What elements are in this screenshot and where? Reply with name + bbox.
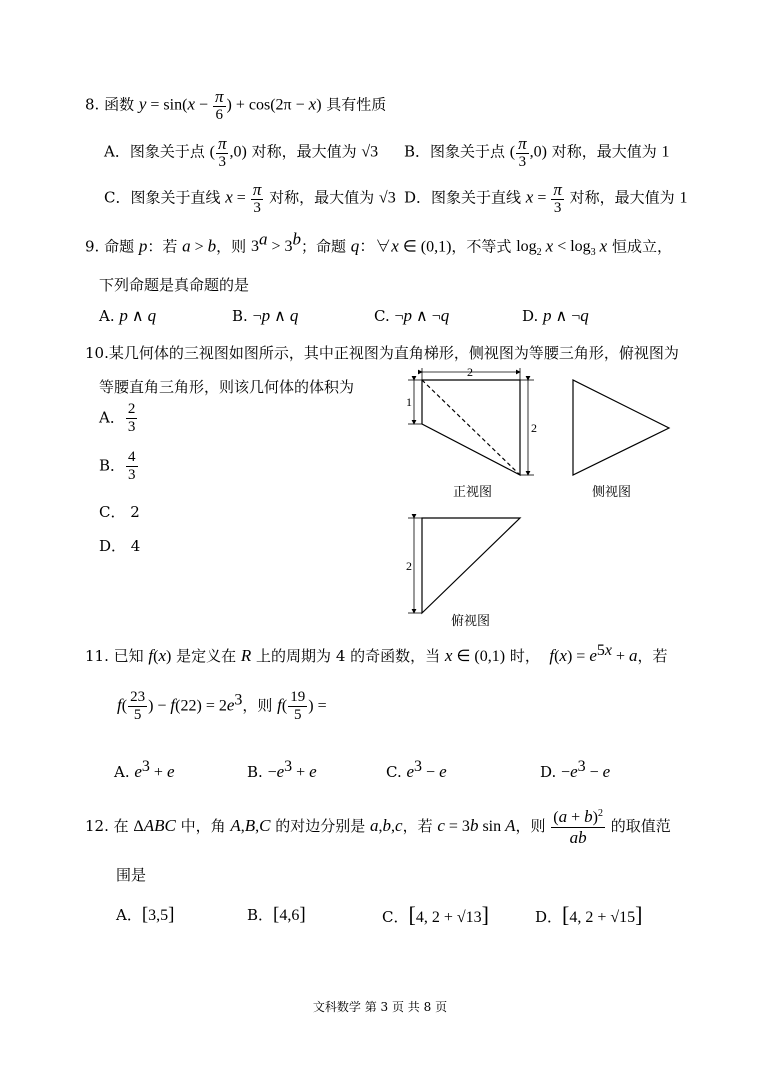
q8-option-d: D．图象关于直线 x = $\frac{\pi}{3}$ 对称，最大值为 1 [404, 180, 688, 216]
front-dim-top: 2 [467, 365, 473, 379]
front-view [408, 368, 534, 475]
q12-option-a: A．[3,5] [116, 904, 175, 925]
side-view-caption: 侧视图 [592, 485, 632, 500]
q8-number: 8. 函数 [85, 95, 139, 114]
q8-option-b: B．图象关于点 ( $\frac{\pi}{3}$ ,0) 对称，最大值为 1 [404, 134, 670, 170]
side-view [573, 380, 669, 475]
q12-option-d: D．[4, 2 + √15] [535, 902, 643, 927]
top-view-caption: 俯视图 [451, 614, 491, 629]
front-dim-right: 2 [531, 421, 537, 435]
q11-option-d: D. $-e^3 - e$ [540, 758, 611, 781]
q10-option-b: B． $\frac{4}{3}$ [99, 449, 136, 483]
q11-option-a: A. $e^3 + e$ [114, 758, 175, 781]
top-view [408, 518, 520, 613]
q11-line2: f( $\frac{23}{5}$ ) − $f(22) = 2e^3$，则 f( $\frac{19}{5}$ ) = [117, 689, 327, 723]
q10-line2: 等腰直角三角形，则该几何体的体积为 [99, 378, 355, 396]
page-footer: 文科数学 第 3 页 共 8 页 [312, 1000, 448, 1014]
q10-option-c: C． 2 [99, 503, 140, 521]
q9-option-b: B. ¬p ∧ q [232, 306, 299, 325]
front-dim-left: 1 [406, 395, 412, 409]
three-views-figure [400, 360, 690, 635]
q9-option-c: C. ¬p ∧ ¬q [374, 306, 450, 325]
q10-option-a: A． $\frac{2}{3}$ [99, 401, 136, 435]
q8-option-a: A．图象关于点 ( $\frac{\pi}{3}$ ,0) 对称，最大值为 √3 [104, 134, 379, 170]
q12-option-c: C．[4, 2 + √13] [382, 902, 489, 927]
q11-option-b: B. $-e^3 + e$ [247, 758, 317, 781]
q12-line2: 围是 [116, 866, 147, 884]
q8-option-c: C．图象关于直线 x = $\frac{\pi}{3}$ 对称，最大值为 √3 [104, 180, 396, 216]
q10-option-d: D． 4 [99, 537, 141, 555]
q11-option-c: C. $e^3 - e$ [386, 758, 447, 781]
q12-line1: 12. 在 ΔABC 中，角 A,B,C 的对边分别是 a,b,c，若 c = 3b sin A，则 $\frac{(a + b)^2}{ab}$ 的取值范 [85, 807, 671, 847]
q8-stem: 8. 函数 y = sin(x − $\frac{\pi}{6}$ ) + cos(2π − x) 具有性质 [85, 87, 387, 123]
q10-line1: 10.某几何体的三视图如图所示，其中正视图为直角梯形，侧视图为等腰三角形，俯视图为 [85, 344, 679, 362]
q11-line1: 11. 已知 f(x) 是定义在 R 上的周期为 4 的奇函数，当 x ∈ (0,1) 时， $f(x) = e^{5x} + a$，若 [85, 642, 668, 665]
top-dim-left: 2 [406, 559, 412, 573]
q12-option-b: B．[4,6] [247, 904, 306, 925]
q9-option-d: D. p ∧ ¬q [522, 306, 589, 325]
front-view-caption: 正视图 [453, 485, 493, 500]
q9-line1: 9. 命题 p：若 a > b，则 $3^a > 3^b$；命题 q：∀x ∈ (0,1)，不等式 $\log_2 x < \log_3 x$ 恒成立， [85, 230, 672, 259]
q9-line2: 下列命题是真命题的是 [99, 276, 250, 294]
q9-option-a: A. p ∧ q [99, 306, 157, 325]
